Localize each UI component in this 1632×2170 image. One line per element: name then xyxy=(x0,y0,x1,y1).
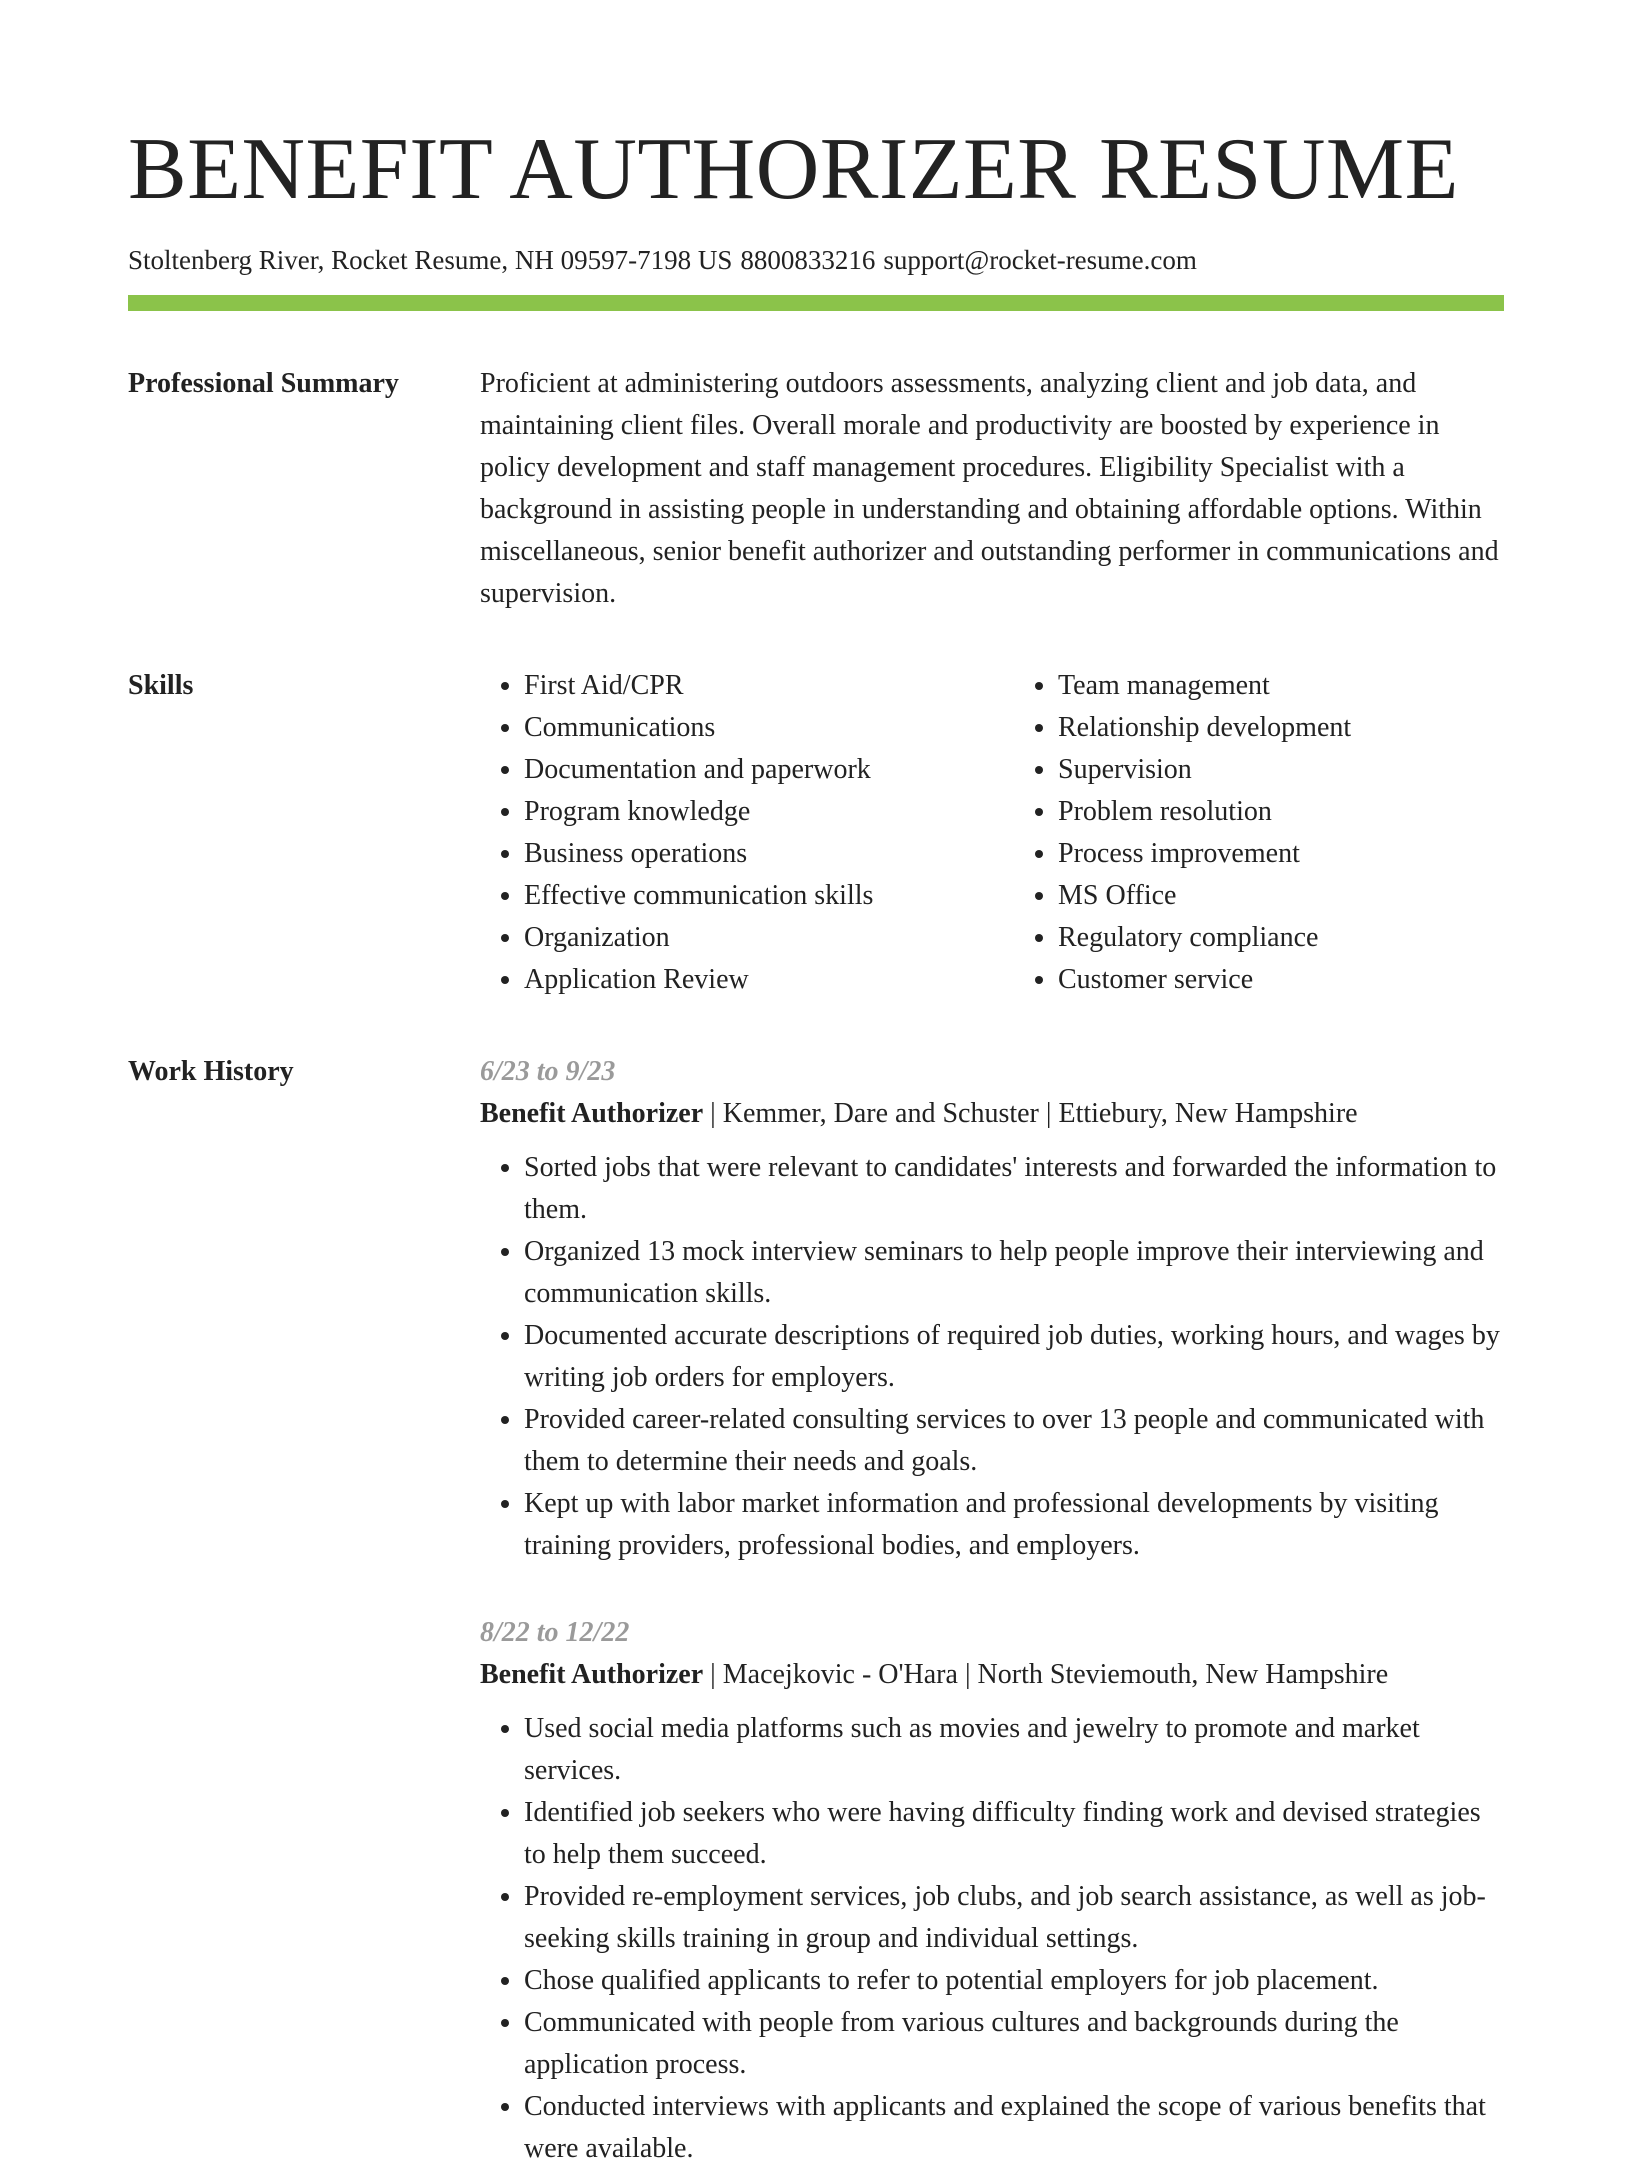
summary-section xyxy=(128,363,1504,615)
job-bullet: • Sorted jobs that were relevant to candidates' interests and forwarded the information to them. xyxy=(524,1147,1504,1231)
skill-item: • Supervision xyxy=(1058,749,1504,791)
contact-email: support@rocket-resume.com xyxy=(883,245,1197,275)
job-bullet: • Kept up with labor market information and professional developments by visiting training providers, professional bodies, and employers. xyxy=(524,1483,1504,1567)
job-bullet: • Conducted interviews with applicants and explained the scope of various benefits that were available. xyxy=(524,2086,1504,2170)
job-bullets xyxy=(480,1147,1504,1567)
job-company: Macejkovic - O'Hara xyxy=(722,1659,958,1690)
contact-line xyxy=(128,242,1504,278)
skill-item: • Process improvement xyxy=(1058,833,1504,875)
job-bullet: • Organized 13 mock interview seminars to help people improve their interviewing and communication skills. xyxy=(524,1231,1504,1315)
job-dates: 6/23 to 9/23 xyxy=(480,1056,616,1087)
job-heading: Benefit Authorizer | Macejkovic - O'Hara | North Steviemouth, New Hampshire xyxy=(480,1659,1389,1690)
skill-item: • Effective communication skills xyxy=(524,875,970,917)
work-history-title: Work History xyxy=(128,1056,294,1087)
job-entry xyxy=(480,1612,1504,2170)
skills-list-left xyxy=(480,665,970,1001)
job-bullet: • Documented accurate descriptions of required job duties, working hours, and wages by writing job orders for employers. xyxy=(524,1315,1504,1399)
job-title: Benefit Authorizer xyxy=(480,1098,704,1129)
job-bullet: • Chose qualified applicants to refer to potential employers for job placement. xyxy=(524,1960,1504,2002)
skill-item: • Program knowledge xyxy=(524,791,970,833)
skills-title: Skills xyxy=(128,670,194,701)
job-dates: 8/22 to 12/22 xyxy=(480,1617,630,1648)
job-bullet: • Communicated with people from various cultures and backgrounds during the application process. xyxy=(524,2002,1504,2086)
summary-title: Professional Summary xyxy=(128,368,399,399)
skill-item: • Documentation and paperwork xyxy=(524,749,970,791)
job-location: Ettiebury, New Hampshire xyxy=(1058,1098,1358,1129)
job-bullet: • Identified job seekers who were having difficulty finding work and devised strategies to help them succeed. xyxy=(524,1792,1504,1876)
skill-item: • Relationship development xyxy=(1058,707,1504,749)
skill-item: • MS Office xyxy=(1058,875,1504,917)
skill-item: • Application Review xyxy=(524,959,970,1001)
contact-address: Stoltenberg River, Rocket Resume, NH 09597-7198 US xyxy=(128,245,733,275)
skill-item: • First Aid/CPR xyxy=(524,665,970,707)
skill-item: • Problem resolution xyxy=(1058,791,1504,833)
skill-item: • Communications xyxy=(524,707,970,749)
job-bullets xyxy=(480,1708,1504,2170)
skills-list-right xyxy=(1014,665,1504,1001)
summary-text: Proficient at administering outdoors assessments, analyzing client and job data, and maintaining client files. Overall morale and productivity are boosted by experience in policy development and staff management procedures. Eligibility Specialist with a background in assisting people in understanding and obtaining affordable options. Within miscellaneous, senior benefit authorizer and outstanding performer in communications and supervision. xyxy=(480,368,1499,609)
job-bullet: • Used social media platforms such as movies and jewelry to promote and market services. xyxy=(524,1708,1504,1792)
job-company: Kemmer, Dare and Schuster xyxy=(722,1098,1039,1129)
skill-item: • Organization xyxy=(524,917,970,959)
job-location: North Steviemouth, New Hampshire xyxy=(977,1659,1389,1690)
accent-divider xyxy=(128,295,1504,311)
skills-section xyxy=(128,665,1504,1001)
skill-item: • Team management xyxy=(1058,665,1504,707)
job-title: Benefit Authorizer xyxy=(480,1659,704,1690)
work-history-section xyxy=(128,1051,1504,2170)
contact-phone: 8800833216 xyxy=(740,245,876,275)
job-bullet: • Provided career-related consulting services to over 13 people and communicated with them to determine their needs and goals. xyxy=(524,1399,1504,1483)
skill-item: • Business operations xyxy=(524,833,970,875)
job-entry xyxy=(480,1051,1504,1567)
job-heading: Benefit Authorizer | Kemmer, Dare and Schuster | Ettiebury, New Hampshire xyxy=(480,1098,1358,1129)
skill-item: • Regulatory compliance xyxy=(1058,917,1504,959)
resume-name-heading: BENEFIT AUTHORIZER RESUME xyxy=(128,121,1459,218)
skill-item: • Customer service xyxy=(1058,959,1504,1001)
job-bullet: • Provided re-employment services, job clubs, and job search assistance, as well as job-seeking skills training in group and individual settings. xyxy=(524,1876,1504,1960)
